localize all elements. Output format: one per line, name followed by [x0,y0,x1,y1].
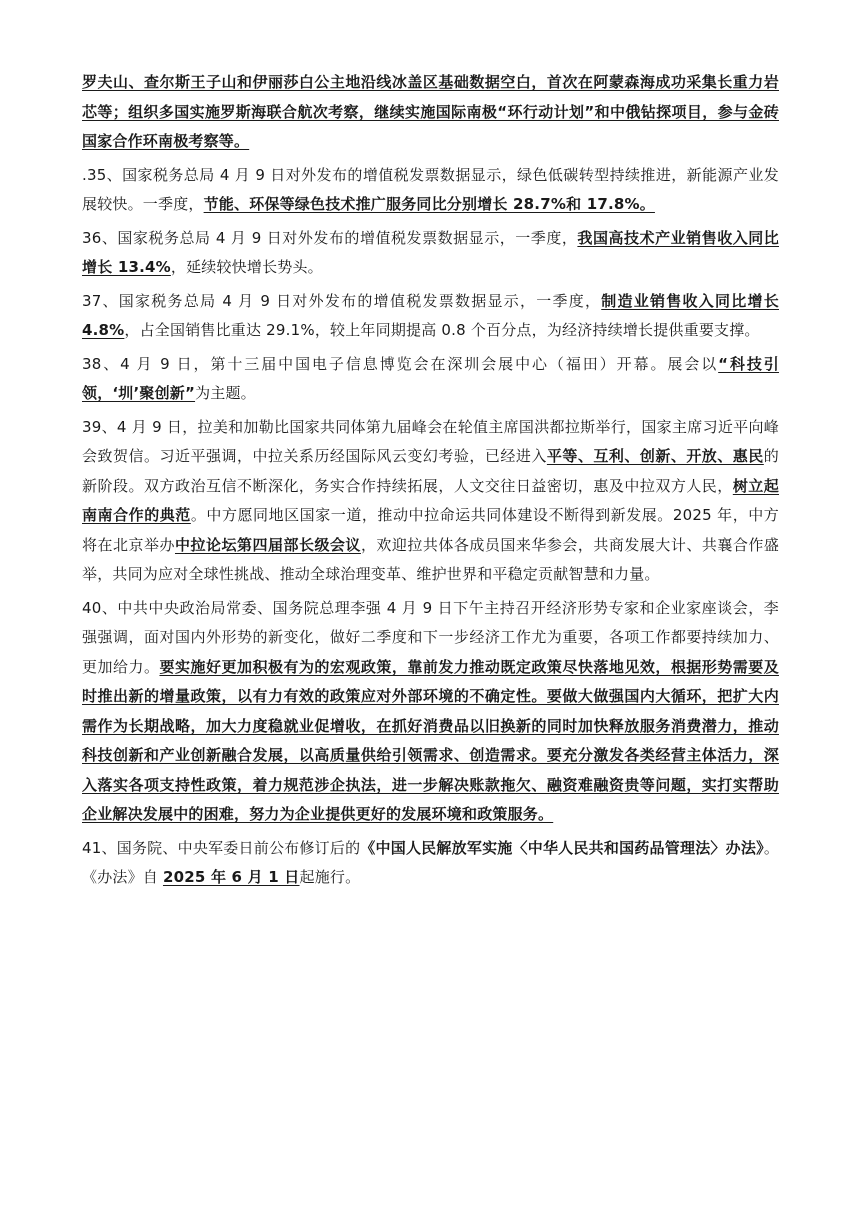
highlighted-text: 中拉论坛第四届部长级会议 [174,535,361,554]
highlighted-text: 平等、互利、创新、开放、惠民 [546,447,764,465]
body-text: 41、国务院、中央军委日前公布修订后的 [82,838,361,857]
body-text: ，欢迎拉共体各成员国来华参会，共商发展大计、共襄合作盛举，共同为应对全球性挑战、推动全球治理变革、维护世界和平稳定贡献智慧和力量。 [82,535,780,583]
news-paragraph [82,224,779,283]
body-text: 40、中共中央政治局常委、国务院总理李强 4 月 9 日下午主持召开经济形势专家和企业家座谈会，李强强调，面对国内外形势的新变化，做好二季度和下一步经济工作尤为重要，各项工作都要持续加力、更加给力。 [82,598,779,676]
news-paragraph [82,161,779,220]
body-text: 37、国家税务总局 4 月 9 日对外发布的增值税发票数据显示，一季度， [82,291,602,310]
highlighted-text: 树立起南南合作的典范 [82,476,780,524]
body-text: ，占全国销售比重达 29.1%，较上年同期提高 0.8 个百分点，为经济持续增长提供重要支撑。 [124,321,760,339]
body-text: 36、国家税务总局 4 月 9 日对外发布的增值税发票数据显示，一季度， [82,228,578,247]
news-paragraph [82,287,779,346]
body-text: 。《办法》自 [82,838,780,886]
body-text: 为主题。 [195,384,256,402]
body-text: 。中方愿同地区国家一道，推动中拉命运共同体建设不断得到新发展。2025 年，中方将在北京举办 [82,506,779,554]
highlighted-text: 罗夫山、查尔斯王子山和伊丽莎白公主地沿线冰盖区基础数据空白，首次在阿蒙森海成功采集长重力岩芯等；组织多国实施罗斯海联合航次考察，继续实施国际南极“环行动计划”和中俄钻探项目，参与金砖国家合作环南极考察等。 [82,73,779,150]
highlighted-text: “科技引领，‘圳’聚创新” [82,354,779,402]
highlighted-text: 节能、环保等绿色技术推广服务同比分别增长 28.7%和 17.8%。 [203,195,655,213]
document-title-text: 《中国人民解放军实施〈中华人民共和国药品管理法〉办法》 [360,838,764,857]
body-text: 39、4 月 9 日，拉美和加勒比国家共同体第九届峰会在轮值主席国洪都拉斯举行，国家主席习近平向峰会致贺信。习近平强调，中拉关系历经国际风云变幻考验，已经进入 [82,417,779,465]
document-page [82,68,779,897]
news-paragraph [82,68,779,157]
news-paragraph [82,594,779,830]
body-text: 起施行。 [299,868,361,886]
highlighted-text: 我国高技术产业销售收入同比增长 13.4% [82,228,779,276]
highlighted-text: 要实施好更加积极有为的宏观政策，靠前发力推动既定政策尽快落地见效，根据形势需要及时推出新的增量政策，以有力有效的政策应对外部环境的不确定性。要做大做强国内大循环，把扩大内需作为长期战略，加大力度稳就业促增收，在抓好消费品以旧换新的同时加快释放服务消费潜力，推动科技创新和产业创新融合发展，以高质量供给引领需求、创造需求。要充分激发各类经营主体活力，深入落实各项支持性政策，着力规范涉企执法，进一步解决账款拖欠、融资难融资贵等问题，实打实帮助企业解决发展中的困难，努力为企业提供更好的发展环境和政策服务。 [82,657,779,823]
news-paragraph [82,413,779,590]
body-text: 38、4 月 9 日，第十三届中国电子信息博览会在深圳会展中心（福田）开幕。展会以 [82,354,719,373]
body-text: .35、国家税务总局 4 月 9 日对外发布的增值税发票数据显示，绿色低碳转型持续推进，新能源产业发展较快。一季度， [82,165,779,213]
body-text: 的新阶段。双方政治互信不断深化，务实合作持续拓展，人文交往日益密切，惠及中拉双方人民， [82,447,779,495]
news-paragraph [82,350,779,409]
body-text: ，延续较快增长势头。 [170,258,323,276]
highlighted-text: 制造业销售收入同比增长 4.8% [82,291,779,339]
news-paragraph [82,834,779,893]
highlighted-text: 2025 年 6 月 1 日 [162,868,300,886]
